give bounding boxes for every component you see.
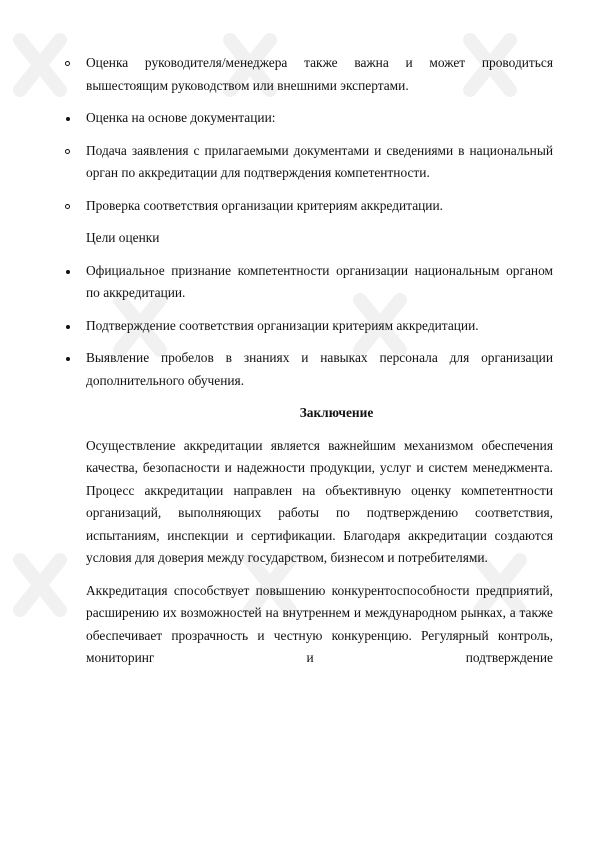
list-item-text: Проверка соответствия организации критериям аккредитации. xyxy=(86,197,443,213)
document-page xyxy=(64,52,553,680)
list-item xyxy=(64,52,553,97)
list-item-text: Оценка руководителя/менеджера также важна и может проводиться вышестоящим руководством или внешними экспертами. xyxy=(86,55,553,93)
goals-label: Цели оценки xyxy=(86,230,160,245)
list-item xyxy=(64,260,553,305)
list-item-text: Подача заявления с прилагаемыми документами и сведениями в национальный орган по аккредитации для подтверждения компетентности. xyxy=(86,142,553,180)
list-item xyxy=(64,315,553,338)
section-label xyxy=(64,227,553,250)
paragraph-text: Аккредитация способствует повышению конкурентоспособности предприятий, расширению их возможностей на внутреннем и международном рынках, а также обеспечивает прозрачность и честную конкуренцию. Регулярный контроль, мониторинг и подтверждение xyxy=(86,582,553,665)
list-item-text: Официальное признание компетентности организации национальным органом по аккредитации. xyxy=(86,262,553,300)
list-item-text: Выявление пробелов в знаниях и навыках персонала для организации дополнительного обучения. xyxy=(86,350,553,388)
list-item-text: Оценка на основе документации: xyxy=(86,110,276,125)
list-item xyxy=(64,140,553,185)
list-item xyxy=(64,107,553,130)
conclusion-heading: Заключение xyxy=(299,405,374,420)
paragraph xyxy=(64,580,553,670)
list-item-text: Подтверждение соответствия организации критериям аккредитации. xyxy=(86,317,479,333)
paragraph xyxy=(64,435,553,570)
list-item xyxy=(64,195,553,218)
list-item xyxy=(64,347,553,392)
paragraph-text: Осуществление аккредитации является важнейшим механизмом обеспечения качества, безопасности и надежности продукции, услуг и систем менеджмента. Процесс аккредитации направлен на объективную оценку компетентности организаций, выполняющих работы по подтверждению соответствия, испытаниям, инспекции и сертификации. Благодаря аккредитации создаются условия для доверия между государством, бизнесом и потребителями. xyxy=(86,437,553,565)
